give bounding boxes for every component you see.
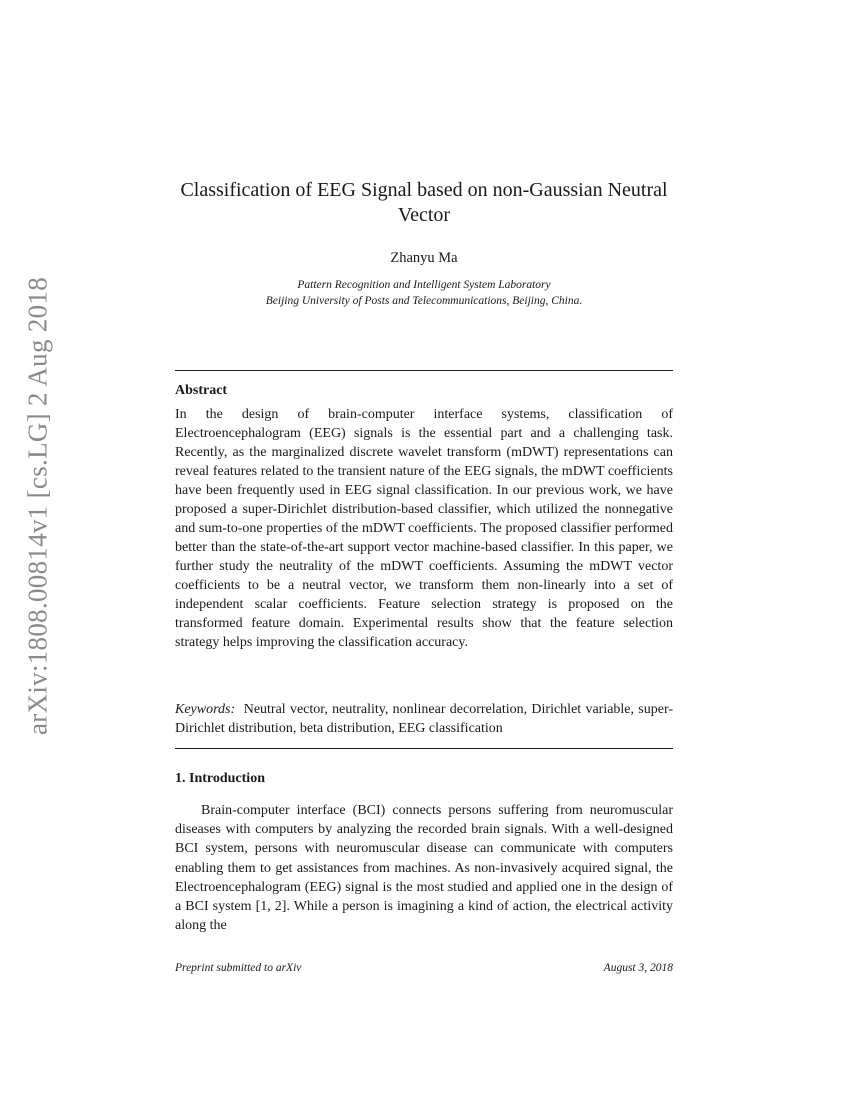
section-heading-introduction: 1. Introduction	[175, 771, 265, 786]
paper-title: Classification of EEG Signal based on non-Gaussian Neutral Vector	[180, 179, 668, 226]
keywords-paragraph	[175, 700, 673, 738]
introduction-paragraph: Brain-computer interface (BCI) connects persons suffering from neuromuscular diseases with computers by analyzing the recorded brain signals. With a well-designed BCI system, persons with neuromuscular disease can communicate with computers enabling them to get assistances from machines. As non-invasively acquired signal, the Electroencephalogram (EEG) signal is the most studied and applied one in the design of a BCI system [1, 2]. While a person is imagining a kind of action, the electrical activity along the	[175, 803, 673, 934]
abstract-bottom-rule	[175, 748, 673, 749]
abstract-heading: Abstract	[175, 383, 228, 398]
keywords-list: Neutral vector, neutrality, nonlinear decorrelation, Dirichlet variable, super-Dirichlet distribution, beta distribution, EEG classification	[175, 702, 674, 736]
page-footer	[175, 962, 673, 974]
arxiv-identifier-stamp: arXiv:1808.00814v1 [cs.LG] 2 Aug 2018	[22, 276, 53, 736]
abstract-body: In the design of brain-computer interface systems, classification of Electroencephalogram (EEG) signals is the essential part and a challenging task. Recently, as the marginalized discrete wavelet transform (mDWT) representations can reveal features related to the transient nature of the EEG signals, the mDWT coefficients have been frequently used in EEG signal classification. In our previous work, we have proposed a super-Dirichlet distribution-based classifier, which utilized the nonnegative and sum-to-one properties of the mDWT coefficients. The proposed classifier performed better than the state-of-the-art support vector machine-based classifier. In this paper, we further study the neutrality of the mDWT coefficients. Assuming the mDWT vector coefficients to be a neutral vector, we transform them non-linearly into a set of independent scalar coefficients. Feature selection strategy is proposed on the transformed feature domain. Experimental results show that the feature selection strategy helps improving the classification accuracy.	[175, 407, 673, 650]
keywords-label: Keywords:	[175, 702, 236, 717]
footer-preprint-note: Preprint submitted to arXiv	[175, 962, 302, 974]
affiliation-line: Beijing University of Posts and Telecommunications, Beijing, China.	[265, 295, 583, 307]
author-affiliation	[175, 277, 673, 309]
abstract-top-rule	[175, 370, 673, 371]
author-name: Zhanyu Ma	[390, 250, 458, 266]
affiliation-line: Pattern Recognition and Intelligent System Laboratory	[297, 279, 551, 291]
footer-date: August 3, 2018	[603, 962, 673, 974]
